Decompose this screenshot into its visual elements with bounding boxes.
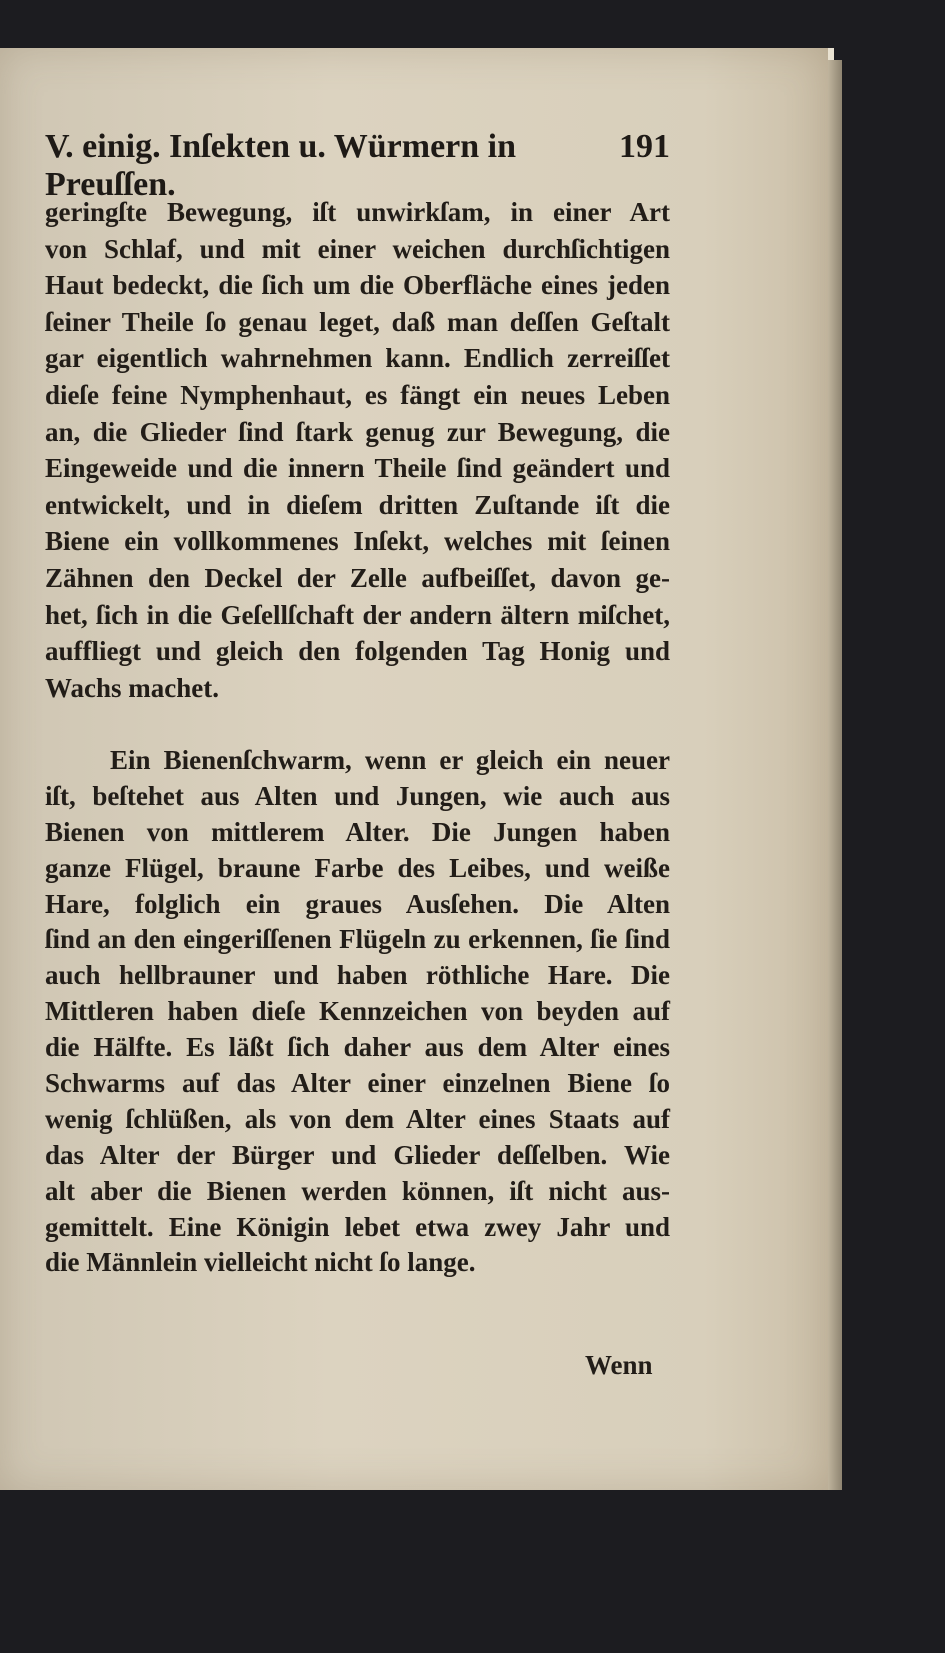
- text-line: alt aber die Bienen werden können, iſt nicht aus-: [45, 1175, 670, 1206]
- text-line: Schwarms auf das Alter einer einzelnen Biene ſo: [45, 1068, 670, 1099]
- text-line: gar eigentlich wahrnehmen kann. Endlich zerreiſſet: [45, 343, 670, 374]
- text-line: die Männlein vielleicht nicht ſo lange.: [45, 1247, 476, 1278]
- page-number: 191: [619, 128, 670, 165]
- text-line: ſeiner Theile ſo genau leget, daß man deſſen Geſtalt: [45, 306, 670, 337]
- text-line: auffliegt und gleich den folgenden Tag Honig und: [45, 636, 670, 667]
- text-line: ſind an den eingeriſſenen Flügeln zu erkennen, ſie ſind: [45, 924, 670, 955]
- text-line: wenig ſchlüßen, als von dem Alter eines Staats auf: [45, 1103, 670, 1134]
- text-line: Zähnen den Deckel der Zelle aufbeiſſet, davon ge-: [45, 562, 670, 593]
- text-line: das Alter der Bürger und Glieder deſſelben. Wie: [45, 1139, 670, 1170]
- text-line: ganze Flügel, braune Farbe des Leibes, und weiße: [45, 852, 670, 883]
- text-line: het, ſich in die Geſellſchaft der andern ältern miſchet,: [45, 599, 670, 630]
- text-line: gemittelt. Eine Königin lebet etwa zwey Jahr und: [45, 1211, 670, 1242]
- running-header: [45, 128, 670, 204]
- catchword: Wenn: [585, 1350, 653, 1380]
- text-line: iſt, beſtehet aus Alten und Jungen, wie auch aus: [45, 780, 670, 811]
- text-line: geringſte Bewegung, iſt unwirkſam, in einer Art: [45, 197, 670, 227]
- paragraph-2: [45, 742, 670, 1280]
- text-line: die Hälfte. Es läßt ſich daher aus dem Alter eines: [45, 1032, 670, 1063]
- paragraph-1: [45, 194, 670, 706]
- text-line: Mittleren haben dieſe Kennzeichen von beyden auf: [45, 996, 670, 1027]
- text-line: Haut bedeckt, die ſich um die Oberfläche eines jeden: [45, 270, 670, 301]
- text-line: an, die Glieder ſind ſtark genug zur Bewegung, die: [45, 416, 670, 447]
- text-line: Ein Bienenſchwarm, wenn er gleich ein neuer: [110, 745, 670, 775]
- text-line: auch hellbrauner und haben röthliche Hare. Die: [45, 960, 670, 991]
- text-line: Biene ein vollkommenes Inſekt, welches mit ſeinen: [45, 526, 670, 557]
- text-line: Eingeweide und die innern Theile ſind geändert und: [45, 453, 670, 484]
- text-line: Bienen von mittlerem Alter. Die Jungen haben: [45, 816, 670, 847]
- text-line: von Schlaf, und mit einer weichen durchſichtigen: [45, 233, 670, 264]
- text-line: dieſe feine Nymphenhaut, es fängt ein neues Leben: [45, 379, 670, 410]
- text-line: Wachs machet.: [45, 672, 219, 703]
- text-line: entwickelt, und in dieſem dritten Zuſtande iſt die: [45, 489, 670, 520]
- text-line: Hare, folglich ein graues Ausſehen. Die Alten: [45, 888, 670, 919]
- page-edge: [828, 60, 842, 1490]
- running-title: V. einig. Inſekten u. Würmern in Preuſſen.: [45, 128, 517, 203]
